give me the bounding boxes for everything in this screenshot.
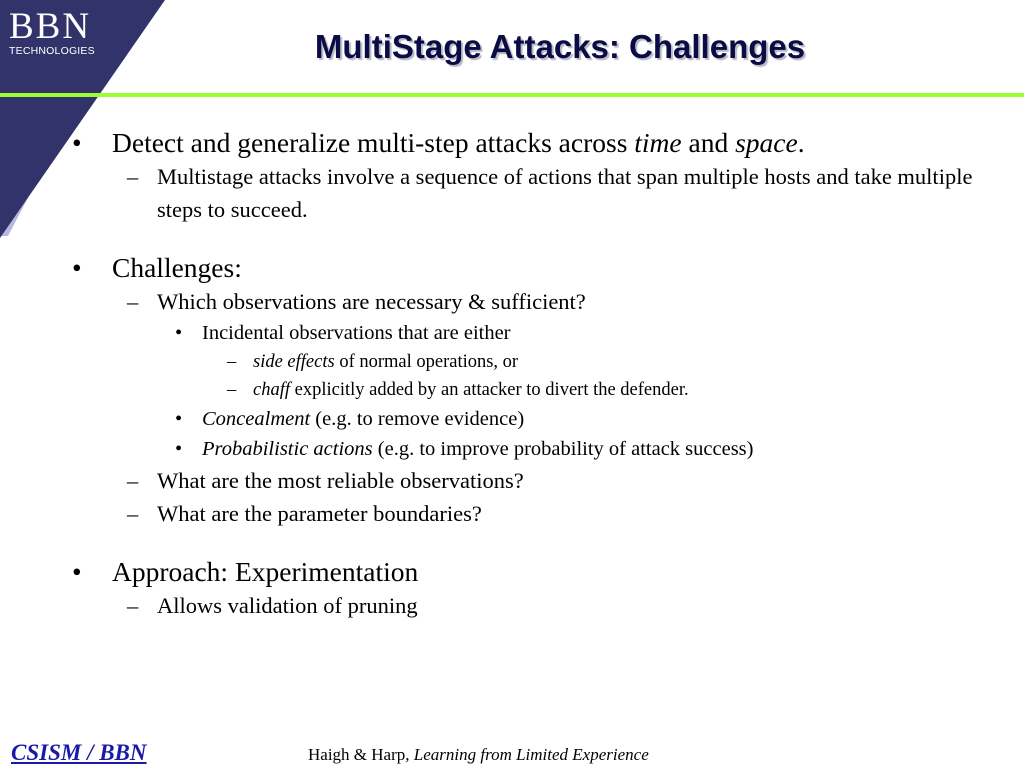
slide-body: [72, 126, 1002, 622]
emphasis-concealment: Concealment: [202, 408, 311, 430]
item-incidental: [72, 318, 1002, 348]
item-chaff-text: explicitly added by an attacker to divert the defender.: [290, 380, 689, 400]
bullet-dot: •: [175, 322, 183, 344]
bullet-challenges-text: Challenges:: [112, 252, 242, 283]
sub-bullet-multistage: [72, 160, 1002, 226]
logo-wordmark: BBN: [9, 6, 92, 47]
item-incidental-text: Incidental observations that are either: [202, 322, 511, 344]
bullet-challenges: [72, 251, 1002, 285]
bullet-dot: •: [72, 556, 82, 587]
dash-bullet: –: [127, 468, 139, 493]
emphasis-chaff: chaff: [253, 380, 290, 400]
sub-bullet-observations-text: Which observations are necessary & sufficient?: [157, 289, 586, 314]
footer-credit: [308, 744, 649, 766]
footer-link-csism[interactable]: CSISM / BBN: [11, 740, 147, 765]
bullet-approach-text: Approach: Experimentation: [112, 556, 419, 587]
dash-bullet: –: [127, 501, 139, 526]
emphasis-probabilistic: Probabilistic actions: [202, 438, 373, 460]
dash-bullet: –: [227, 352, 237, 372]
emphasis-time: time: [634, 127, 682, 158]
bbn-logo: [9, 6, 95, 57]
bullet-detect-text-a: Detect and generalize multi-step attacks across: [112, 127, 635, 158]
footer-authors: Haigh & Harp,: [308, 745, 414, 764]
item-side-effects: [72, 348, 1002, 376]
bullet-detect-text-b: and: [681, 127, 736, 158]
sub-bullet-boundaries-text: What are the parameter boundaries?: [157, 501, 482, 526]
bullet-dot: •: [72, 252, 82, 283]
item-side-effects-text: of normal operations, or: [334, 352, 519, 372]
title-divider: [0, 93, 1024, 97]
item-concealment: [72, 404, 1002, 434]
slide-title: MultiStage Attacks: Challenges: [314, 28, 806, 65]
item-concealment-text: (e.g. to remove evidence): [310, 408, 525, 430]
bullet-dot: •: [175, 408, 183, 430]
dash-bullet: –: [127, 289, 139, 314]
dash-bullet: –: [127, 593, 139, 618]
sub-bullet-observations: [72, 285, 1002, 318]
item-chaff: [72, 376, 1002, 404]
bullet-dot: •: [72, 127, 82, 158]
dash-bullet: –: [227, 380, 237, 400]
bullet-detect-text-c: .: [797, 127, 805, 158]
sub-bullet-pruning: [72, 589, 1002, 622]
sub-bullet-reliable-text: What are the most reliable observations?: [157, 468, 524, 493]
bullet-detect: [72, 126, 1002, 160]
sub-bullet-boundaries: [72, 497, 1002, 530]
emphasis-side-effects: side effects: [253, 352, 335, 372]
logo-subtitle: TECHNOLOGIES: [9, 45, 95, 57]
sub-bullet-reliable: [72, 464, 1002, 497]
sub-bullet-multistage-text: Multistage attacks involve a sequence of actions that span multiple hosts and take multiple steps to succeed.: [157, 164, 973, 222]
emphasis-space: space: [735, 127, 798, 158]
item-probabilistic: [72, 434, 1002, 464]
sub-bullet-pruning-text: Allows validation of pruning: [157, 593, 418, 618]
item-probabilistic-text: (e.g. to improve probability of attack success): [372, 438, 754, 460]
dash-bullet: –: [127, 164, 139, 189]
bullet-approach: [72, 555, 1002, 589]
footer-talk-title: Learning from Limited Experience: [413, 745, 649, 764]
bullet-dot: •: [175, 438, 183, 460]
